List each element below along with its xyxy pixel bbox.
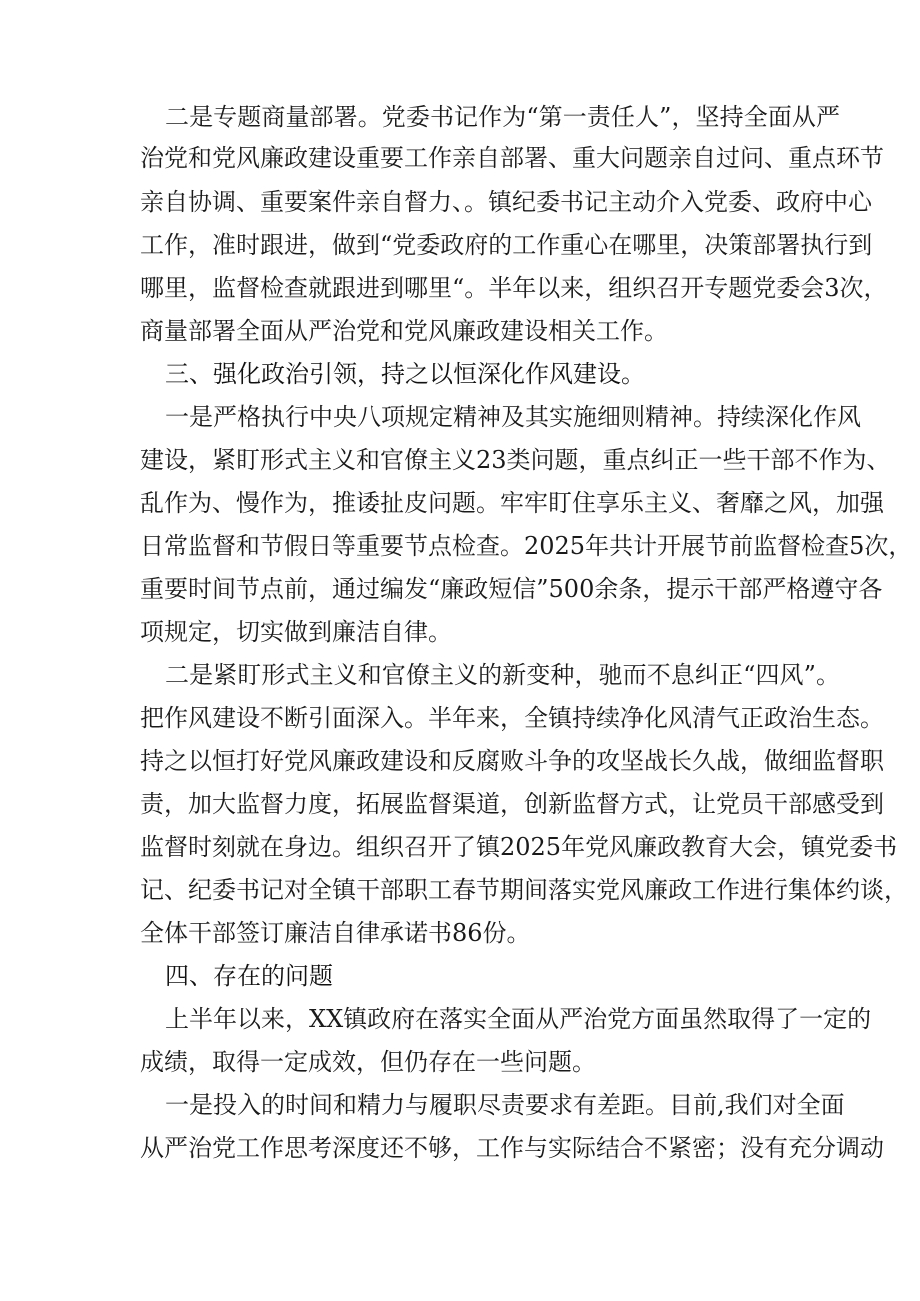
paragraph-2-line-2: 建设，紧盯形式主义和官僚主义23类问题，重点纠正一些干部不作为、: [140, 446, 891, 474]
paragraph-3-line-7: 全体干部签订廉洁自律承诺书86份。: [140, 919, 531, 947]
paragraph-1-line-4: 工作，准时跟进，做到“党委政府的工作重心在哪里，决策部署执行到: [140, 231, 873, 259]
section-heading-4: 四、存在的问题: [165, 962, 333, 990]
paragraph-4-line-2: 成绩，取得一定成效，但仍存在一些问题。: [140, 1048, 596, 1076]
paragraph-3-line-4: 责，加大监督力度，拓展监督渠道，创新监督方式，让党员干部感受到: [140, 790, 884, 818]
paragraph-3-line-6: 记、纪委书记对全镇干部职工春节期间落实党风廉政工作进行集体约谈，: [140, 876, 908, 904]
paragraph-5-line-1: 一是投入的时间和精力与履职尽责要求有差距。目前,我们对全面: [165, 1091, 845, 1119]
paragraph-1-line-2: 治党和党风廉政建设重要工作亲自部署、重大问题亲自过问、重点环节: [140, 144, 884, 172]
paragraph-1-line-1: 二是专题商量部署。党委书记作为“第一责任人”，坚持全面从严: [165, 103, 840, 131]
paragraph-2-line-3: 乱作为、慢作为，推诿扯皮问题。牢牢盯住享乐主义、奢靡之风，加强: [140, 489, 884, 517]
paragraph-3-line-3: 持之以恒打好党风廉政建设和反腐败斗争的攻坚战长久战，做细监督职: [140, 747, 884, 775]
paragraph-5-line-2: 从严治党工作思考深度还不够，工作与实际结合不紧密；没有充分调动: [140, 1134, 884, 1162]
paragraph-2-line-4: 日常监督和节假日等重要节点检查。2025年共计开展节前监督检查5次，: [140, 532, 913, 560]
paragraph-2-line-6: 项规定，切实做到廉洁自律。: [140, 618, 452, 646]
paragraph-2-line-5: 重要时间节点前，通过编发“廉政短信”500余条，提示干部严格遵守各: [140, 575, 883, 603]
paragraph-3-line-2: 把作风建设不断引面深入。半年来，全镇持续净化风清气正政治生态。: [140, 704, 884, 732]
paragraph-1-line-5: 哪里，监督检查就跟进到哪里“。半年以来，组织召开专题党委会3次，: [140, 274, 888, 302]
paragraph-4-line-1: 上半年以来，XX镇政府在落实全面从严治党方面虽然取得了一定的: [165, 1005, 872, 1033]
paragraph-1-line-3: 亲自协调、重要案件亲自督力、。镇纪委书记主动介入党委、政府中心: [140, 188, 872, 216]
paragraph-2-line-1: 一是严格执行中央八项规定精神及其实施细则精神。持续深化作风: [165, 403, 861, 431]
section-heading-3: 三、强化政治引领，持之以恒深化作风建设。: [165, 360, 645, 388]
paragraph-1-line-6: 商量部署全面从严治党和党风廉政建设相关工作。: [140, 317, 668, 345]
paragraph-3-line-5: 监督时刻就在身边。组织召开了镇2025年党风廉政教育大会，镇党委书: [140, 833, 898, 861]
paragraph-3-line-1: 二是紧盯形式主义和官僚主义的新变种，驰而不息纠正“四风”。: [165, 661, 840, 689]
